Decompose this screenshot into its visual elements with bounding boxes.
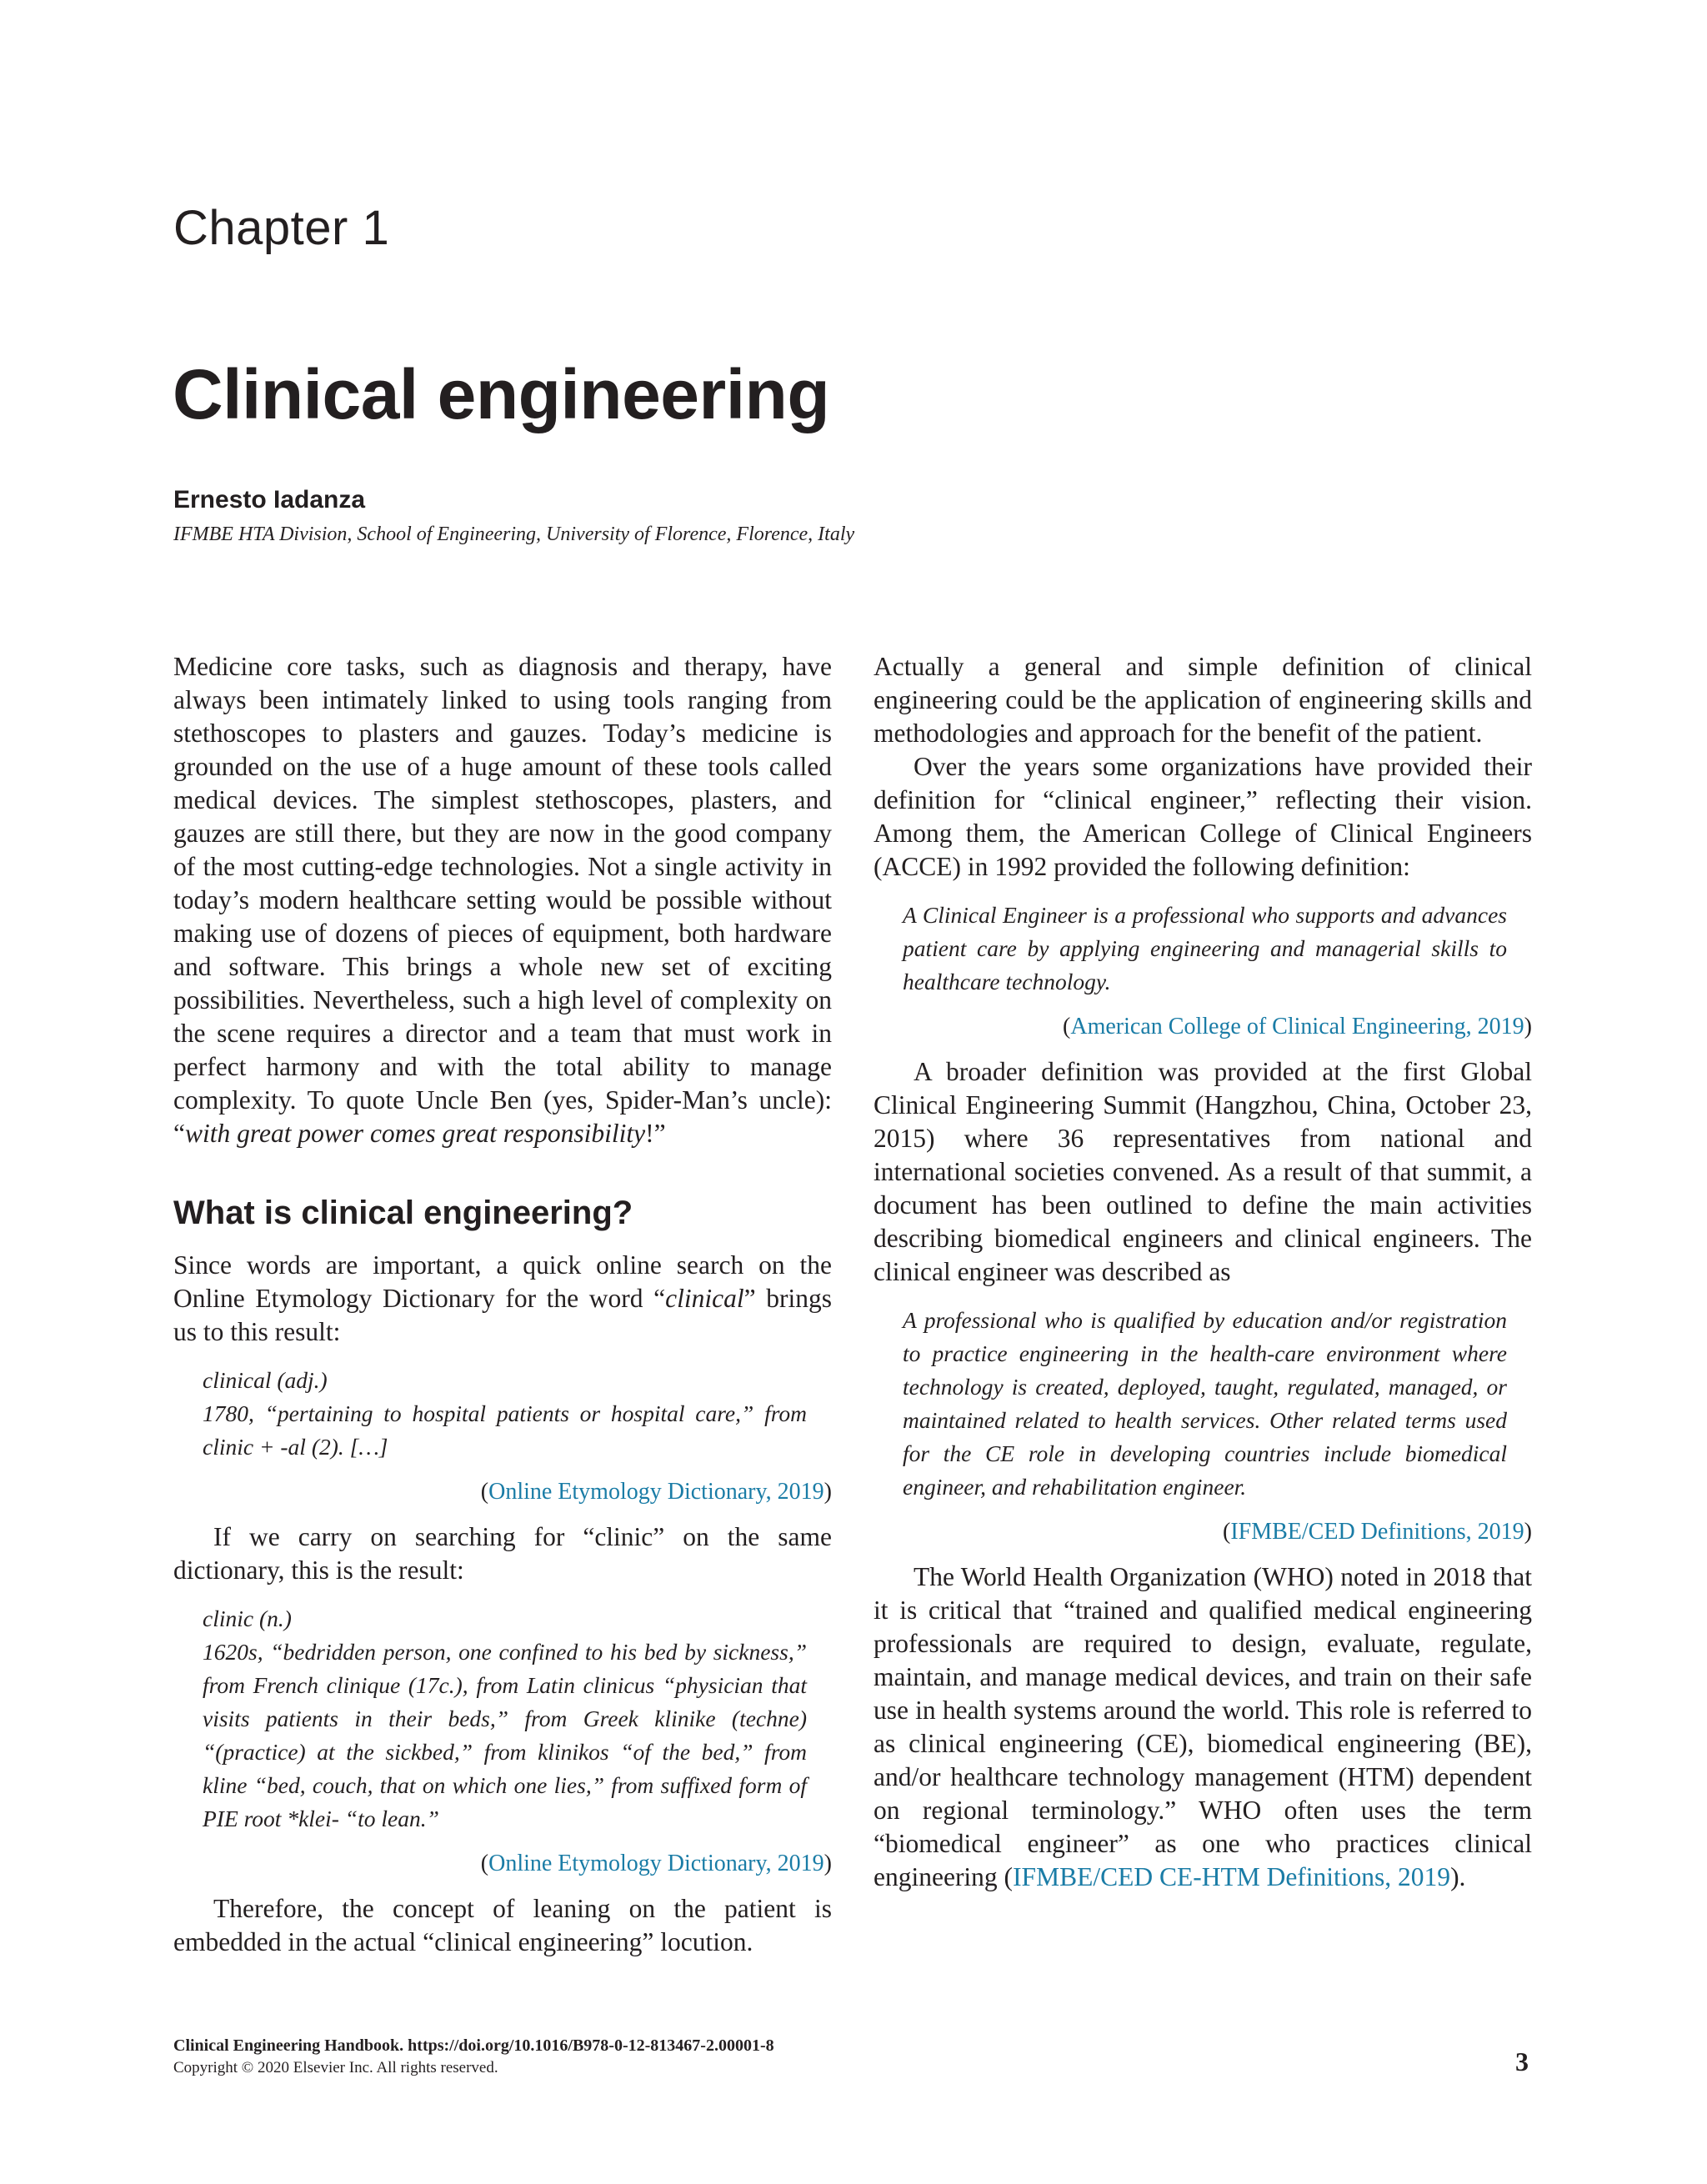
intro-paragraph — [173, 650, 832, 1150]
search-text-end: ” brings us to this result: — [173, 1284, 833, 1346]
intro-quote-end: !” — [645, 1119, 666, 1148]
acce-definition-quote: A Clinical Engineer is a professional who supports and advances patient care by applying engineering and managerial skills to healthcare technology. — [903, 902, 1507, 994]
intro-text: Medicine core tasks, such as diagnosis and therapy, have always been intimately linked to using tools ranging from stethoscopes to plasters and gauzes. Today’s medicine is grounded on the use of a huge amount of these tools called medical devices. The simplest stethoscopes, plasters, and gauzes are still there, but they are now in the good company of the most cutting-edge technologies. Not a single activity in today’s modern healthcare setting would be possible without making use of dozens of pieces of equipment, both hardware and software. This brings a whole new set of exciting possibilities. Nevertheless, such a high level of complexity on the scene requires a director and a team that must work in perfect harmony and with the total ability to manage complexity. To quote Uncle Ben (yes, Spider-Man’s uncle): “ — [173, 652, 832, 1148]
footer-copyright: Copyright © 2020 Elsevier Inc. All rights reserved. — [173, 2059, 498, 2076]
citation-link[interactable]: Online Etymology Dictionary, 2019 — [488, 1851, 824, 1876]
citation-link[interactable]: Online Etymology Dictionary, 2019 — [488, 1479, 824, 1505]
summit-paragraph: A broader definition was provided at the first Global Clinical Engineering Summit (Hangzhou, China, October 23, 2015) where 36 representatives from national and international societies convened. As a result of that summit, a document has been outlined to define the main activities describing biomedical engineers and clinical engineers. The clinical engineer was described as — [874, 1057, 1532, 1286]
quote-headword: clinical (adj.) — [203, 1367, 328, 1393]
who-text-end: ). — [1450, 1862, 1466, 1891]
citation: (IFMBE/CED Definitions, 2019) — [1223, 1519, 1532, 1545]
organizations-paragraph: Over the years some organizations have provided their definition for “clinical engineer,” reflecting their vision. Among them, the American College of Clinical Engineers (ACCE) in 1992 provided the following definition: — [874, 752, 1532, 881]
carry-on-paragraph: If we carry on searching for “clinic” on the same dictionary, this is the result: — [173, 1522, 832, 1585]
intro-quote: with great power comes great responsibility — [184, 1119, 646, 1148]
therefore-paragraph: Therefore, the concept of leaning on the patient is embedded in the actual “clinical engineering” locution. — [173, 1894, 832, 1956]
chapter-title: Clinical engineering — [173, 355, 830, 433]
footer-doi: Clinical Engineering Handbook. https://doi.org/10.1016/B978-0-12-813467-2.00001-8 — [173, 2036, 774, 2055]
who-text: The World Health Organization (WHO) noted in 2018 that it is critical that “trained and qualified medical engineering professionals are required to design, evaluate, regulate, maintain, and manage medical devices, and train on their safe use in health systems around the world. This role is referred to as clinical engineering (CE), biomedical engineering (BE), and/or healthcare technology management (HTM) dependent on regional terminology.” WHO often uses the term “biomedical engineer” as one who practices clinical engineering ( — [874, 1562, 1532, 1891]
citation: (Online Etymology Dictionary, 2019) — [480, 1479, 832, 1505]
author-affiliation: IFMBE HTA Division, School of Engineering, University of Florence, Florence, Italy — [173, 523, 855, 545]
left-column — [173, 650, 832, 1959]
who-paragraph — [874, 1560, 1532, 1894]
citation-link[interactable]: IFMBE/CED Definitions, 2019 — [1230, 1519, 1524, 1545]
citation-link[interactable]: IFMBE/CED CE-HTM Definitions, 2019 — [1013, 1862, 1451, 1891]
etymology-quote-clinic — [203, 1602, 807, 1836]
definition-paragraph: Actually a general and simple definition of clinical engineering could be the application of engineering skills and methodologies and approach for the benefit of the patient. — [874, 652, 1532, 748]
chapter-label: Chapter 1 — [173, 201, 390, 255]
search-paragraph — [173, 1249, 832, 1349]
citation: (Online Etymology Dictionary, 2019) — [480, 1851, 832, 1876]
quote-definition: 1620s, “bedridden person, one confined to his bed by sickness,” from French clinique (17c.), from Latin clinicus “physician that visits patients in their beds,” from Greek klinike (techne) “(practice) at the sickbed,” from klinikos “of the bed,” from kline “bed, couch, that on which one lies,” from suffixed form of PIE root *klei- “to lean.” — [203, 1639, 807, 1831]
search-text-start: Since words are important, a quick online search on the Online Etymology Dictionary for the word “ — [173, 1250, 832, 1313]
search-word: clinical — [665, 1284, 744, 1313]
section-heading: What is clinical engineering? — [173, 1195, 633, 1231]
right-column — [874, 650, 1532, 1894]
citation-link[interactable]: American College of Clinical Engineering, 2019 — [1070, 1014, 1524, 1039]
quote-headword: clinic (n.) — [203, 1605, 292, 1631]
quote-definition: 1780, “pertaining to hospital patients or hospital care,” from clinic + -al (2). […] — [203, 1400, 807, 1460]
author-name: Ernesto Iadanza — [173, 486, 366, 513]
citation: (American College of Clinical Engineering, 2019) — [1063, 1014, 1532, 1039]
etymology-quote-clinical — [203, 1364, 807, 1464]
summit-definition-quote: A professional who is qualified by education and/or registration to practice engineering in the health-care environment where technology is created, deployed, taught, regulated, managed, or maintained related to health services. Other related terms used for the CE role in developing countries include biomedical engineer, and rehabilitation engineer. — [903, 1307, 1507, 1500]
page-number: 3 — [1515, 2046, 1529, 2076]
